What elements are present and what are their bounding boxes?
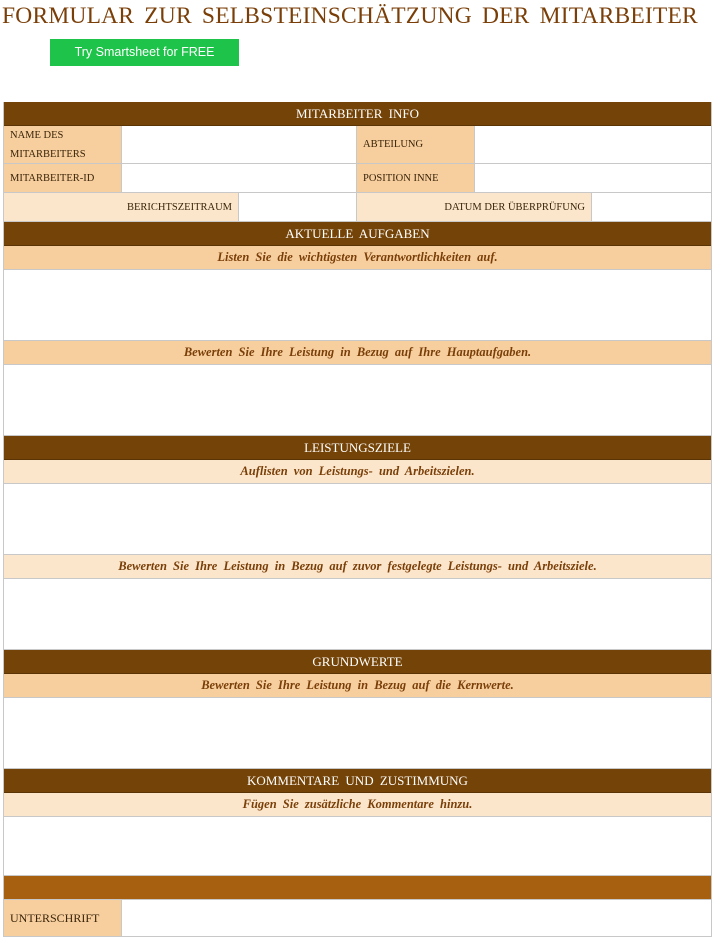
employee-name-label: NAME DES MITARBEITERS <box>4 126 122 163</box>
reporting-period-label: BERICHTSZEITRAUM <box>4 193 239 221</box>
employee-id-label: MITARBEITER-ID <box>4 164 122 192</box>
review-date-label: DATUM DER ÜBERPRÜFUNG <box>357 193 592 221</box>
review-date-field[interactable] <box>592 193 711 221</box>
current-tasks-prompt-2 <box>4 341 711 365</box>
current-tasks-prompt-2-text: Bewerten Sie Ihre Leistung in Bezug auf Ihre Hauptaufgaben. <box>183 345 532 359</box>
performance-goals-header-label: LEISTUNGSZIELE <box>304 439 411 455</box>
employee-info-row-3 <box>4 193 711 222</box>
performance-goals-prompt-1 <box>4 460 711 484</box>
signature-field[interactable] <box>122 900 711 936</box>
comments-header <box>4 769 711 793</box>
employee-name-field[interactable] <box>122 126 357 163</box>
current-tasks-header-label: AKTUELLE AUFGABEN <box>285 225 430 241</box>
position-field[interactable] <box>475 164 711 192</box>
core-values-prompt-1 <box>4 674 711 698</box>
signature-label: UNTERSCHRIFT <box>4 900 122 936</box>
performance-goals-answer-1[interactable] <box>4 484 711 555</box>
current-tasks-answer-2[interactable] <box>4 365 711 436</box>
reporting-period-field[interactable] <box>239 193 357 221</box>
comments-prompt-1-text: Fügen Sie zusätzliche Kommentare hinzu. <box>242 797 473 811</box>
performance-goals-prompt-1-text: Auflisten von Leistungs- und Arbeitszielen. <box>240 464 475 478</box>
current-tasks-prompt-1 <box>4 246 711 270</box>
current-tasks-answer-1[interactable] <box>4 270 711 341</box>
employee-info-header-label: MITARBEITER INFO <box>296 105 419 121</box>
try-smartsheet-button[interactable]: Try Smartsheet for FREE <box>50 39 239 66</box>
performance-goals-answer-2[interactable] <box>4 579 711 650</box>
core-values-header <box>4 650 711 674</box>
employee-info-header <box>4 102 711 126</box>
employee-id-field[interactable] <box>122 164 357 192</box>
performance-goals-prompt-2-text: Bewerten Sie Ihre Leistung in Bezug auf zuvor festgelegte Leistungs- und Arbeitsziele. <box>118 559 597 573</box>
footer-divider-bar <box>4 876 711 900</box>
employee-info-row-2 <box>4 164 711 193</box>
comments-header-label: KOMMENTARE UND ZUSTIMMUNG <box>247 772 468 788</box>
signature-row <box>4 900 711 937</box>
current-tasks-prompt-1-text: Listen Sie die wichtigsten Verantwortlichkeiten auf. <box>217 250 498 264</box>
performance-goals-prompt-2 <box>4 555 711 579</box>
core-values-answer-1[interactable] <box>4 698 711 769</box>
comments-answer-1[interactable] <box>4 817 711 876</box>
comments-prompt-1 <box>4 793 711 817</box>
performance-goals-header <box>4 436 711 460</box>
current-tasks-header <box>4 222 711 246</box>
self-assessment-form <box>3 102 712 937</box>
core-values-header-label: GRUNDWERTE <box>312 653 403 669</box>
department-label: ABTEILUNG <box>357 126 475 163</box>
core-values-prompt-1-text: Bewerten Sie Ihre Leistung in Bezug auf die Kernwerte. <box>201 678 514 692</box>
page-title: FORMULAR ZUR SELBSTEINSCHÄTZUNG DER MITARBEITER <box>2 3 698 29</box>
department-field[interactable] <box>475 126 711 163</box>
position-label: POSITION INNE <box>357 164 475 192</box>
employee-info-row-1 <box>4 126 711 164</box>
